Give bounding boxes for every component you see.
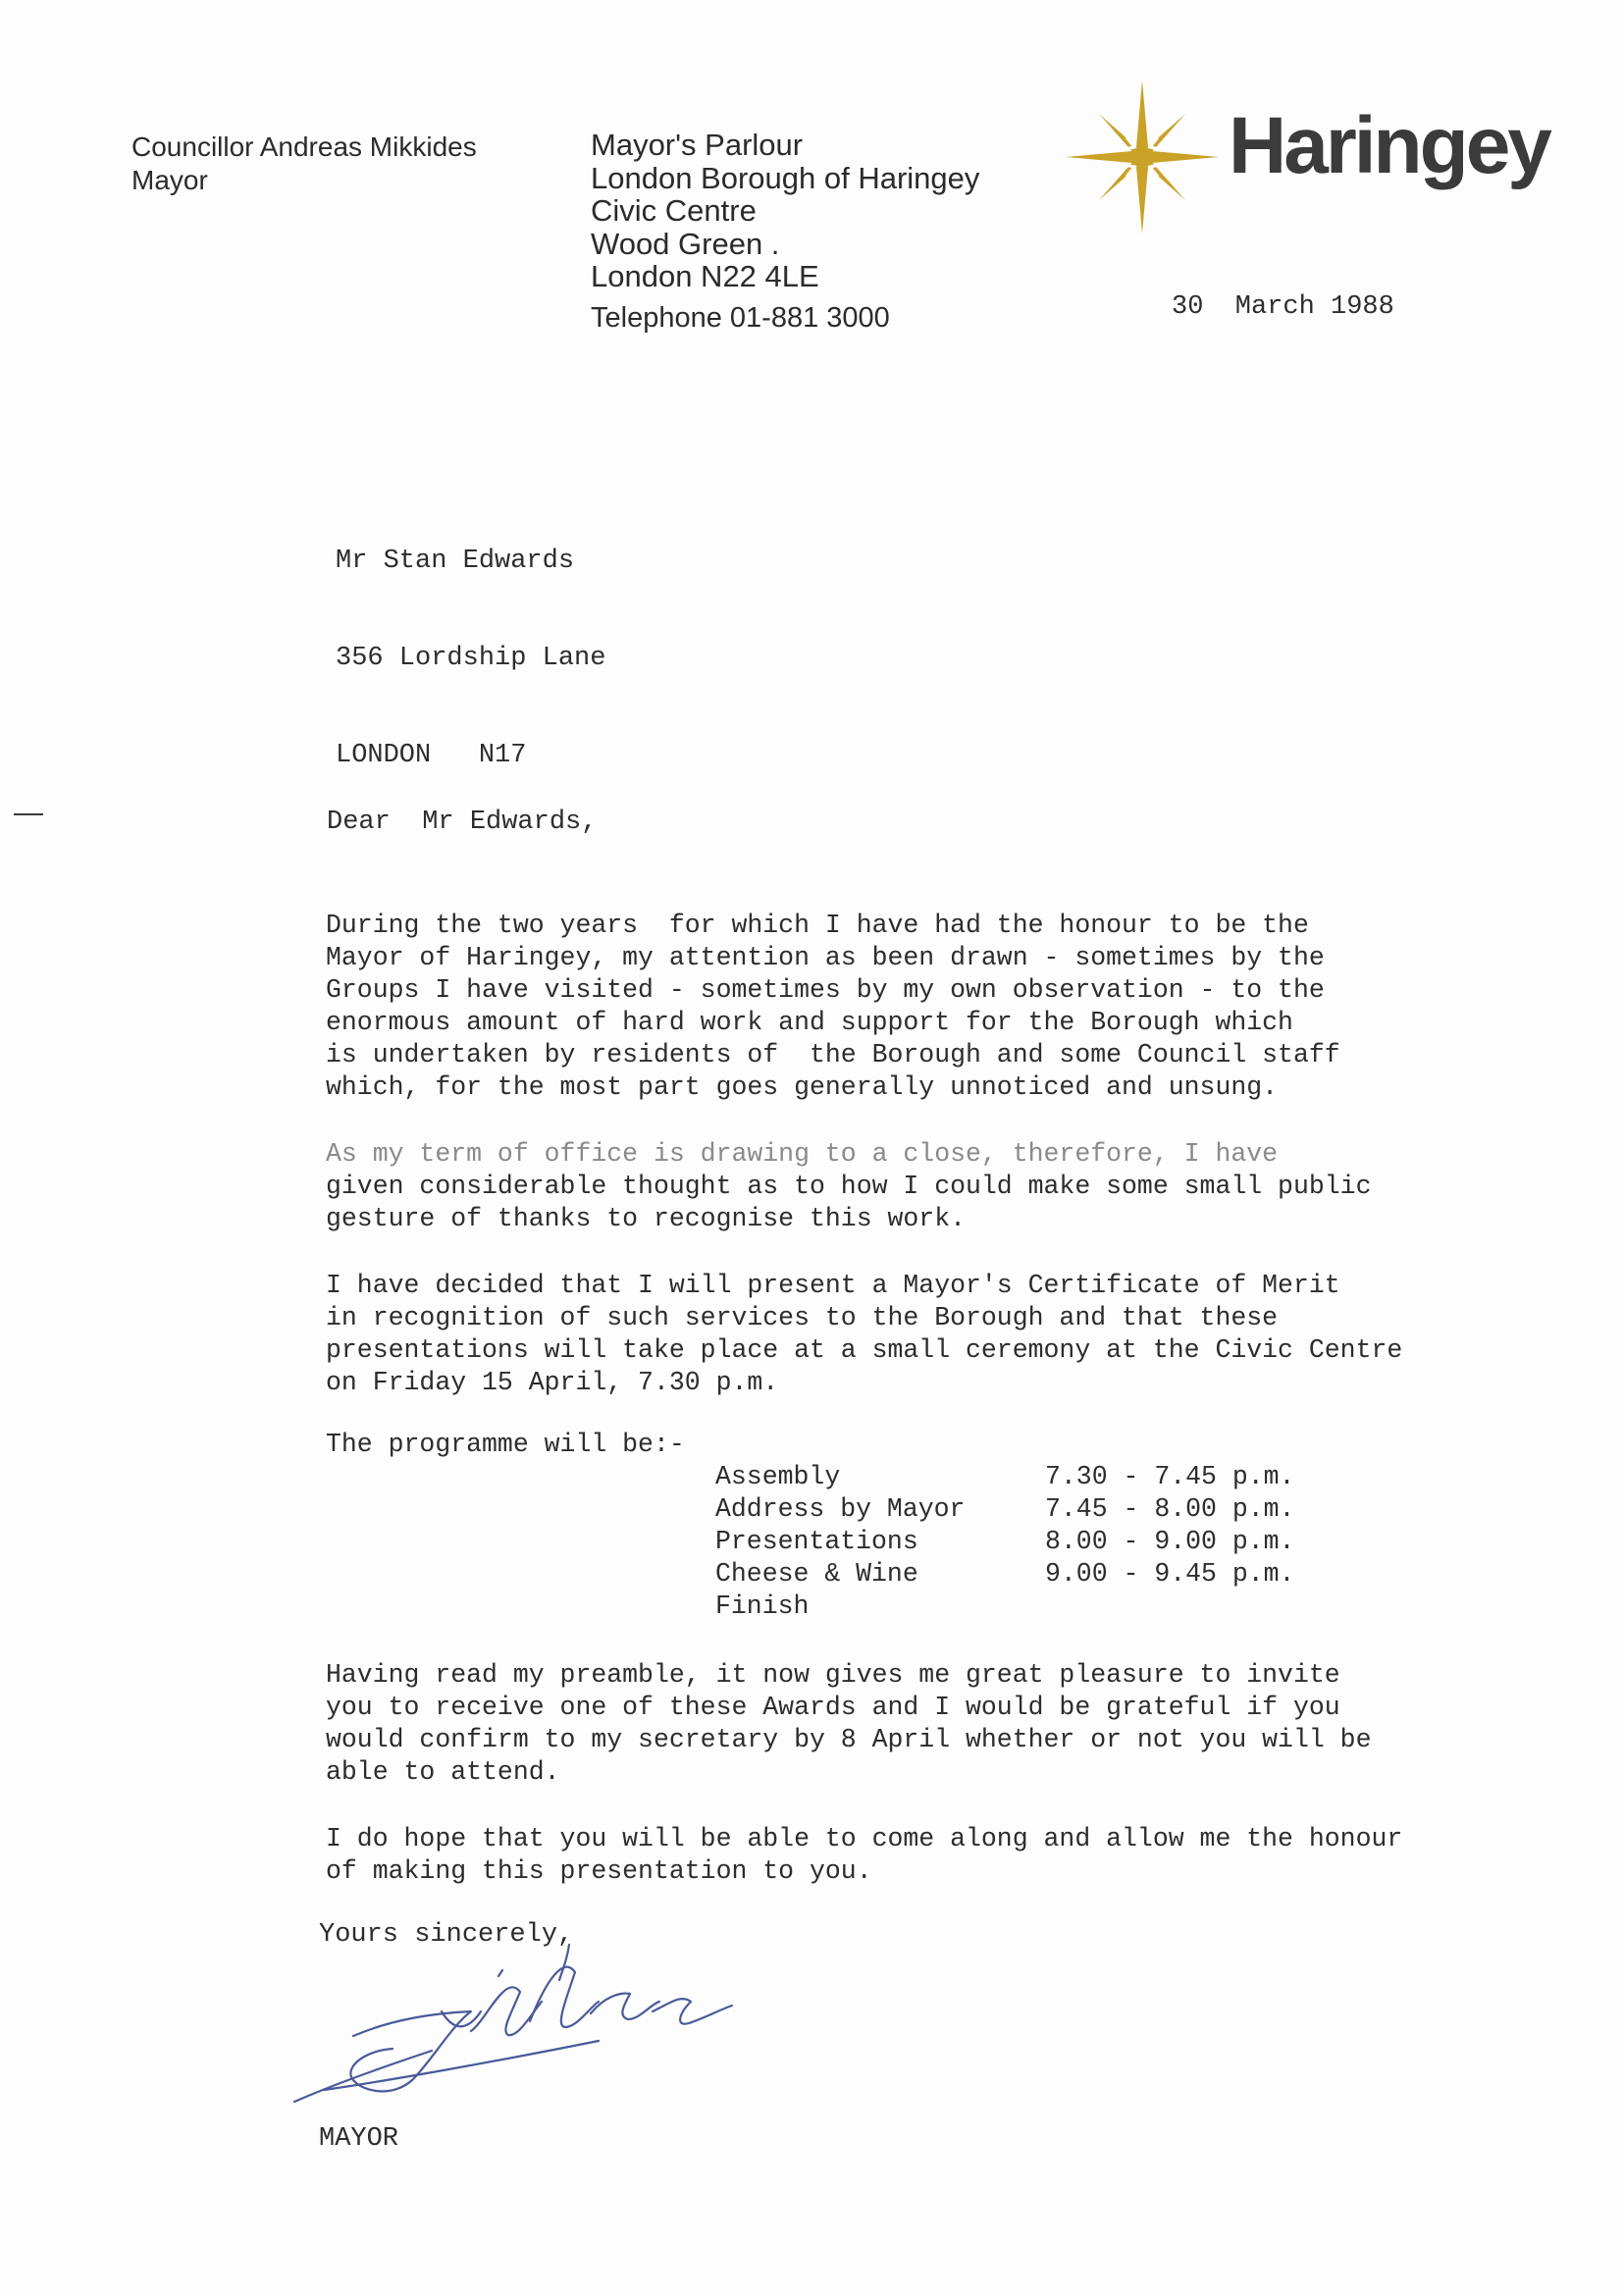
text-line: I have decided that I will present a Mayor's Certificate of Merit (326, 1271, 1340, 1300)
paragraph-5 (326, 1659, 1371, 1789)
recipient-line: Mr Stan Edwards (336, 547, 575, 576)
letter-date: 30 March 1988 (1172, 292, 1394, 322)
mayor-block (131, 130, 477, 197)
text-line: Mayor of Haringey, my attention as been drawn - sometimes by the (326, 943, 1325, 972)
text-line: During the two years for which I have had the honour to be the (326, 911, 1309, 940)
paragraph-6 (326, 1823, 1402, 1888)
programme-row (715, 1526, 1294, 1558)
programme-row (715, 1461, 1294, 1493)
text-line: is undertaken by residents of the Borough and some Council staff (326, 1040, 1340, 1070)
star-icon (1064, 78, 1221, 235)
mayor-name: Councillor Andreas Mikkides (131, 131, 477, 162)
text-line: on Friday 15 April, 7.30 p.m. (326, 1368, 779, 1397)
programme-row (715, 1558, 1294, 1591)
text-line: As my term of office is drawing to a close, therefore, I have (326, 1139, 1279, 1169)
programme-time: 8.00 - 9.00 p.m. (1045, 1527, 1295, 1556)
text-line: The programme will be:- (326, 1430, 685, 1459)
programme-time (1045, 1591, 1294, 1623)
signoff-title: MAYOR (319, 2124, 399, 2154)
office-address (591, 129, 979, 335)
text-line: Groups I have visited - sometimes by my own observation - to the (326, 975, 1325, 1005)
office-line: Civic Centre (591, 193, 757, 228)
recipient-line: LONDON N17 (336, 741, 527, 770)
office-line: London N22 4LE (591, 259, 819, 293)
programme-item: Cheese & Wine (715, 1559, 918, 1589)
programme-item: Assembly (715, 1462, 841, 1491)
programme-item: Presentations (715, 1527, 918, 1556)
haringey-logo (1064, 78, 1554, 235)
office-line: London Borough of Haringey (591, 160, 980, 195)
margin-mark (14, 813, 43, 815)
paragraph-1 (326, 910, 1340, 1104)
text-line: Having read my preamble, it now gives me great pleasure to invite (326, 1660, 1340, 1690)
programme-row (715, 1591, 1294, 1623)
text-line: would confirm to my secretary by 8 April whether or not you will be (326, 1725, 1372, 1754)
paragraph-3 (326, 1270, 1402, 1399)
office-line: Wood Green . (591, 226, 780, 261)
programme-row (715, 1493, 1294, 1526)
text-line: I do hope that you will be able to come along and allow me the honour (326, 1824, 1403, 1853)
programme-intro (326, 1429, 685, 1461)
recipient-line: 356 Lordship Lane (336, 644, 606, 673)
programme-time: 9.00 - 9.45 p.m. (1045, 1559, 1295, 1589)
programme-item: Address by Mayor (715, 1494, 966, 1524)
programme-time: 7.30 - 7.45 p.m. (1045, 1462, 1295, 1491)
text-line: enormous amount of hard work and support for the Borough which (326, 1008, 1293, 1037)
programme-time: 7.45 - 8.00 p.m. (1045, 1494, 1295, 1524)
text-line: which, for the most part goes generally unnoticed and unsung. (326, 1072, 1279, 1102)
text-line: able to attend. (326, 1757, 560, 1787)
text-line: you to receive one of these Awards and I would be grateful if you (326, 1693, 1340, 1722)
office-line: Mayor's Parlour (591, 128, 804, 162)
brand-wordmark: Haringey (1229, 101, 1549, 190)
telephone: Telephone 01-881 3000 (591, 301, 890, 334)
text-line: in recognition of such services to the Borough and that these (326, 1303, 1279, 1332)
programme-table (715, 1461, 1294, 1623)
text-line: gesture of thanks to recognise this work. (326, 1204, 967, 1233)
recipient-address (336, 481, 605, 837)
programme-item: Finish (715, 1592, 810, 1621)
paragraph-2 (326, 1138, 1371, 1235)
text-line: given considerable thought as to how I could make some small public (326, 1172, 1372, 1201)
text-line: of making this presentation to you. (326, 1856, 872, 1886)
handwritten-signature (285, 1933, 746, 2119)
text-line: presentations will take place at a small ceremony at the Civic Centre (326, 1335, 1403, 1365)
mayor-title: Mayor (131, 165, 208, 195)
salutation: Dear Mr Edwards, (327, 808, 598, 837)
closing: Yours sincerely, (319, 1920, 574, 1950)
